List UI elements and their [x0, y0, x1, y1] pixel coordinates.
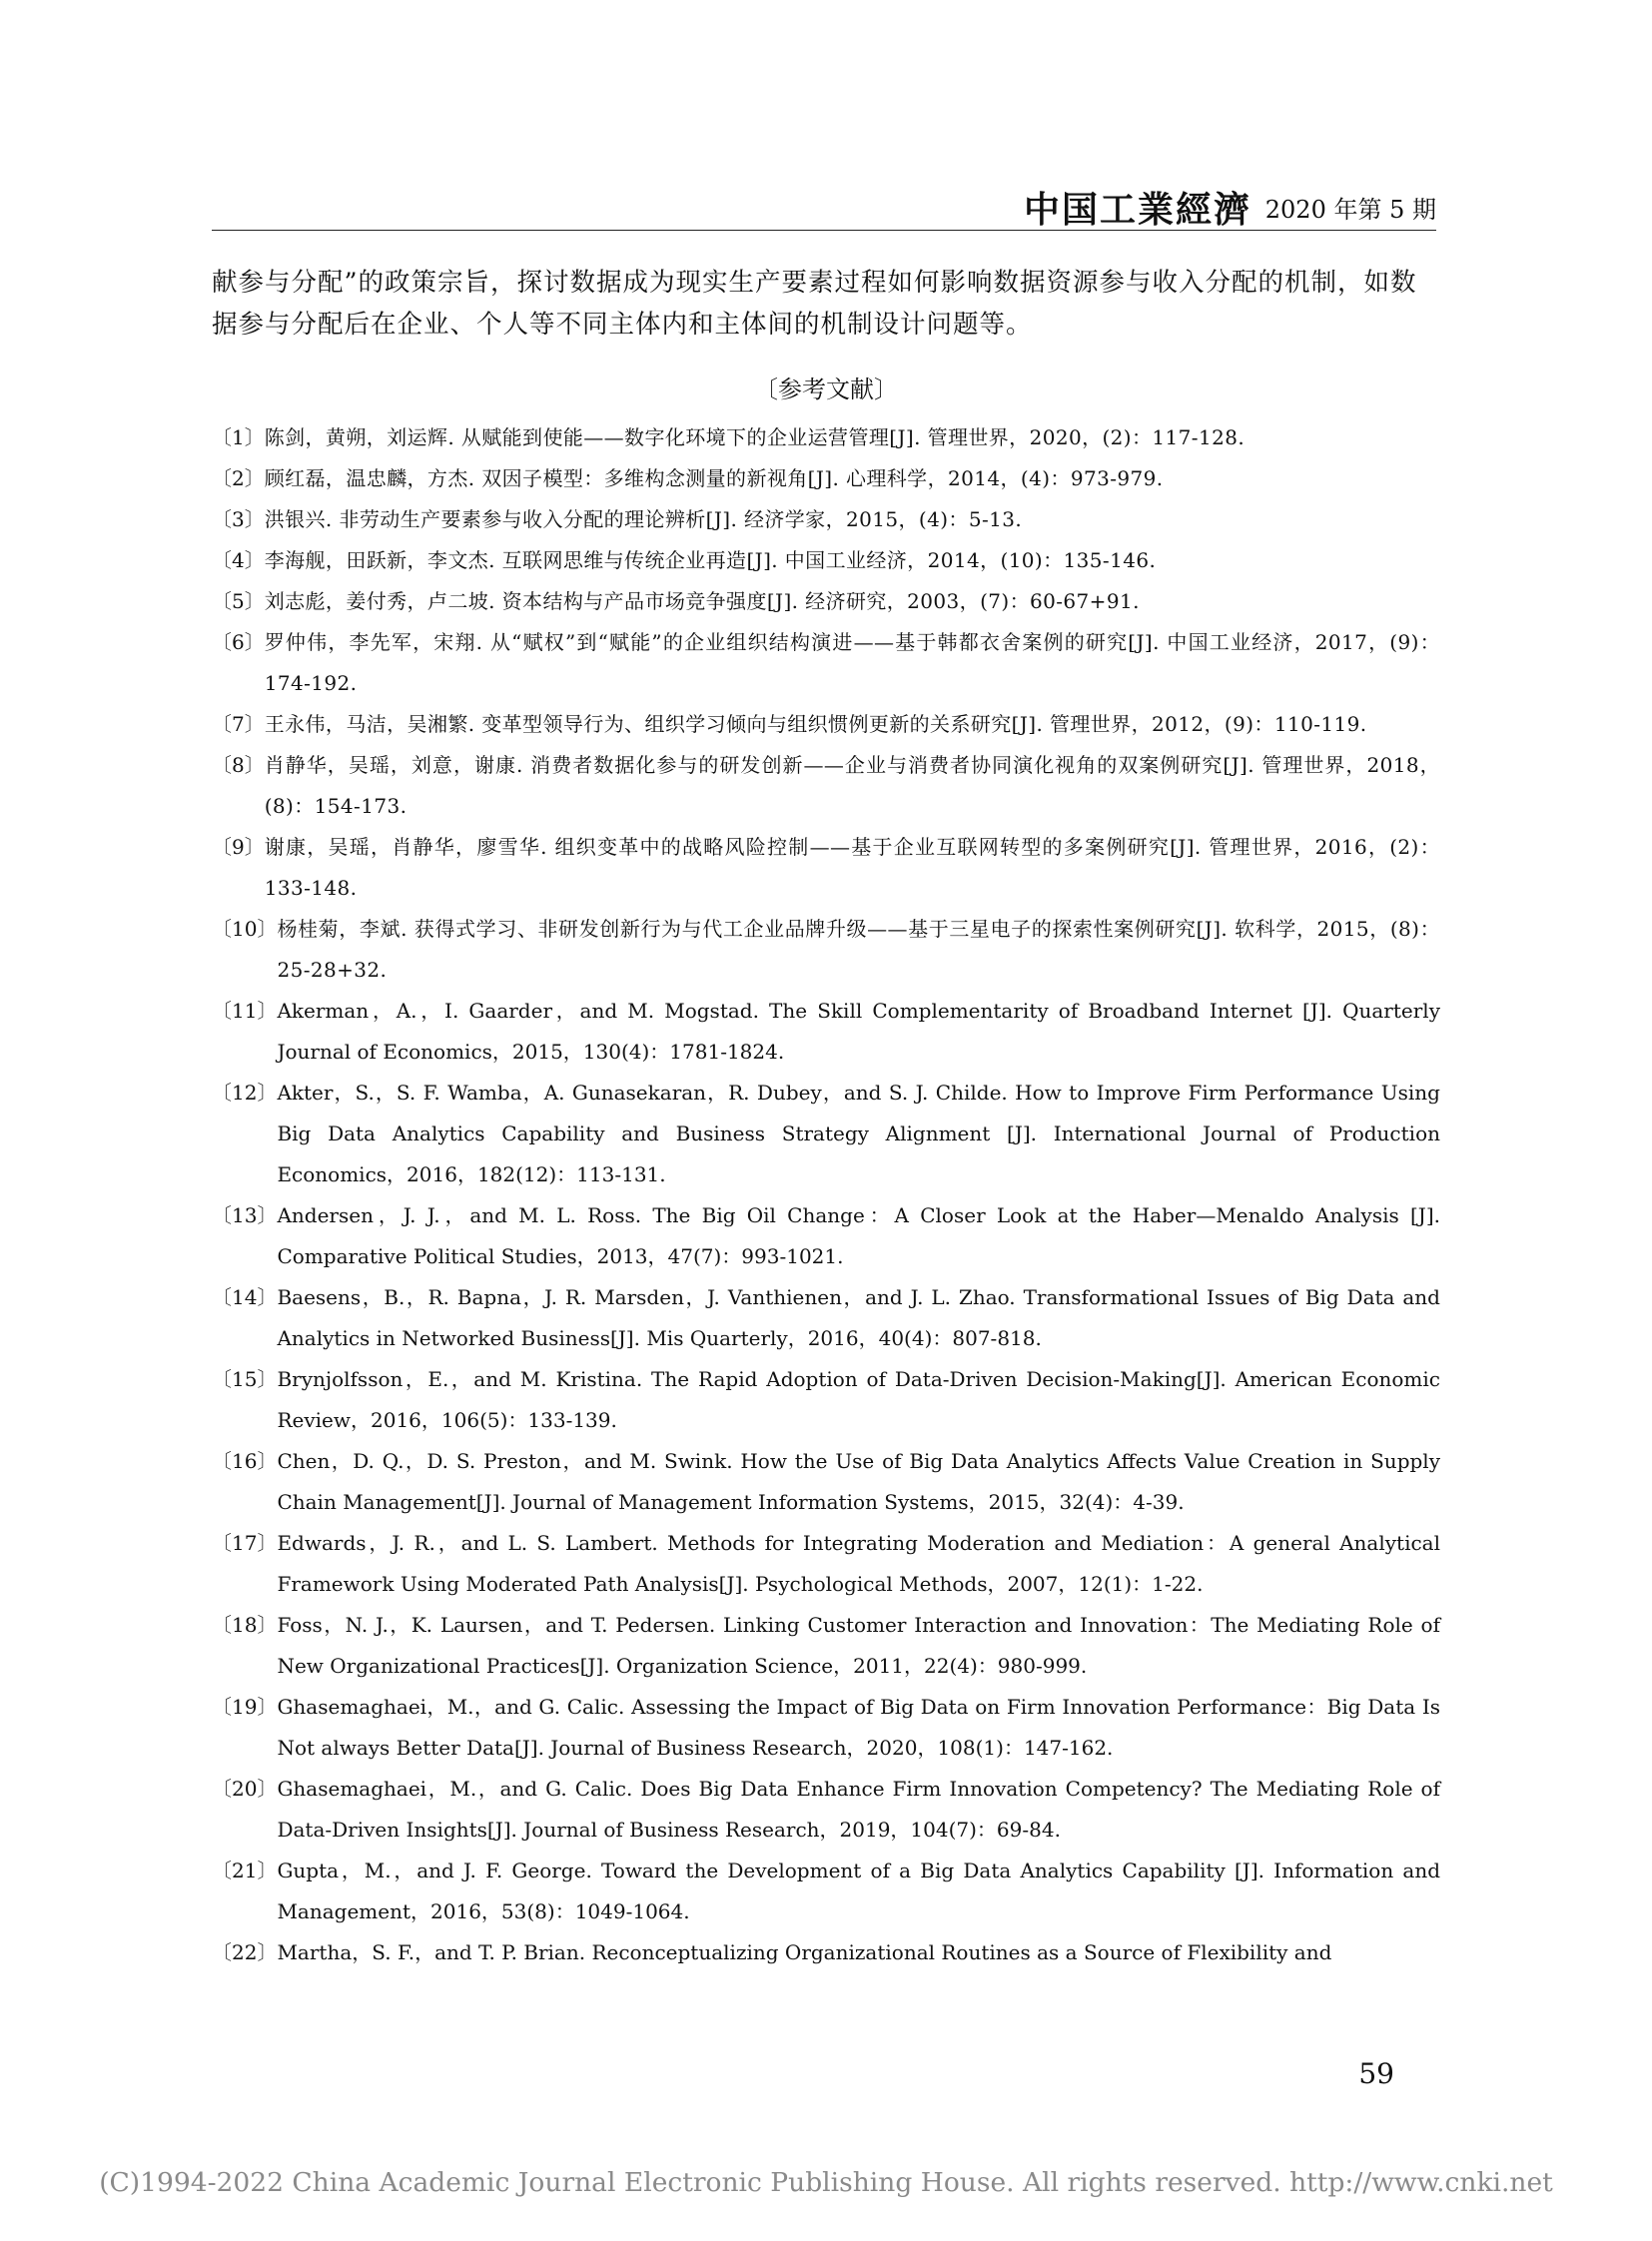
reference-item — [212, 581, 1440, 622]
reference-text: Ghasemaghaei，M.，and G. Calic. Does Big Data Enhance Firm Innovation Competency? The Mediating Role of Data-Driven Insights[J]. Journal of Business Research，2019，104(7)：69-84. — [277, 1777, 1440, 1842]
reference-text: 洪银兴. 非劳动生产要素参与收入分配的理论辨析[J]. 经济学家，2015，(4)：5-13. — [264, 507, 1023, 531]
reference-item — [212, 1359, 1440, 1441]
reference-number: 〔1〕 — [212, 425, 265, 449]
copyright-footer: (C)1994-2022 China Academic Journal Electronic Publishing House. All rights reserved. http://www.cnki.net — [99, 2167, 1553, 2198]
reference-text: Ghasemaghaei，M.，and G. Calic. Assessing the Impact of Big Data on Firm Innovation Performance：Big Data Is Not always Better Data[J]. Journal of Business Research，2020，108(1)：147-162. — [277, 1695, 1440, 1760]
page-number: 59 — [1358, 2057, 1394, 2090]
running-header — [212, 180, 1436, 231]
reference-number: 〔19〕 — [212, 1695, 278, 1719]
reference-number: 〔12〕 — [212, 1081, 278, 1105]
reference-text: 谢康，吴瑶，肖静华，廖雪华. 组织变革中的战略风险控制——基于企业互联网转型的多案例研究[J]. 管理世界，2016，(2)：133-148. — [264, 835, 1440, 900]
reference-number: 〔16〕 — [212, 1449, 278, 1473]
reference-number: 〔3〕 — [212, 507, 265, 531]
reference-item — [212, 991, 1440, 1073]
reference-number: 〔6〕 — [212, 630, 265, 654]
reference-text: Martha，S. F.，and T. P. Brian. Reconceptualizing Organizational Routines as a Source of Flexibility and — [277, 1940, 1332, 1964]
reference-item — [212, 499, 1440, 540]
reference-number: 〔13〕 — [212, 1203, 278, 1227]
reference-item — [212, 540, 1440, 581]
reference-item — [212, 1605, 1440, 1687]
reference-text: Baesens，B.，R. Bapna，J. R. Marsden，J. Vanthienen，and J. L. Zhao. Transformational Issues of Big Data and Analytics in Networked Business[J]. Mis Quarterly，2016，40(4)：807-818. — [277, 1285, 1440, 1350]
reference-number: 〔7〕 — [212, 712, 265, 736]
reference-number: 〔10〕 — [212, 917, 278, 941]
reference-number: 〔18〕 — [212, 1613, 278, 1637]
reference-text: 杨桂菊，李斌. 获得式学习、非研发创新行为与代工企业品牌升级——基于三星电子的探索性案例研究[J]. 软科学，2015，(8)：25-28+32. — [277, 917, 1440, 982]
reference-text: Foss，N. J.，K. Laursen，and T. Pedersen. Linking Customer Interaction and Innovation：The Mediating Role of New Organizational Practices[J]. Organization Science，2011，22(4)：980-999. — [277, 1613, 1440, 1678]
reference-text: 王永伟，马洁，吴湘繁. 变革型领导行为、组织学习倾向与组织惯例更新的关系研究[J]. 管理世界，2012，(9)：110-119. — [264, 712, 1367, 736]
issue-label: 2020 年第 5 期 — [1264, 196, 1436, 224]
reference-text: Andersen，J. J.，and M. L. Ross. The Big Oil Change：A Closer Look at the Haber—Menaldo Analysis [J]. Comparative Political Studies，2013，47(7)：993-1021. — [277, 1203, 1440, 1268]
reference-item — [212, 1195, 1440, 1277]
paragraph-text: 献参与分配”的政策宗旨，探讨数据成为现实生产要素过程如何影响数据资源参与收入分配的机制，如数据参与分配后在企业、个人等不同主体内和主体间的机制设计问题等。 — [212, 268, 1417, 340]
reference-text: 陈剑，黄朔，刘运辉. 从赋能到使能——数字化环境下的企业运营管理[J]. 管理世界，2020，(2)：117-128. — [264, 425, 1245, 449]
reference-text: 肖静华，吴瑶，刘意，谢康. 消费者数据化参与的研发创新——企业与消费者协同演化视角的双案例研究[J]. 管理世界，2018，(8)：154-173. — [264, 753, 1440, 818]
body-paragraph — [212, 262, 1440, 346]
reference-number: 〔21〕 — [212, 1859, 278, 1882]
reference-text: Chen，D. Q.，D. S. Preston，and M. Swink. How the Use of Big Data Analytics Affects Value Creation in Supply Chain Management[J]. Journal of Management Information Systems，2015，32(4)：4-39. — [277, 1449, 1440, 1514]
reference-text: Gupta，M.，and J. F. George. Toward the Development of a Big Data Analytics Capability [J]. Information and Management，2016，53(8)：1049-1064. — [277, 1859, 1440, 1923]
reference-text: 顾红磊，温忠麟，方杰. 双因子模型：多维构念测量的新视角[J]. 心理科学，2014，(4)：973-979. — [264, 466, 1164, 490]
reference-text: 李海舰，田跃新，李文杰. 互联网思维与传统企业再造[J]. 中国工业经济，2014，(10)：135-146. — [264, 548, 1157, 572]
reference-item — [212, 1851, 1440, 1932]
reference-item — [212, 622, 1440, 704]
reference-text: Akter，S.，S. F. Wamba，A. Gunasekaran，R. Dubey，and S. J. Childe. How to Improve Firm Performance Using Big Data Analytics Capability and Business Strategy Alignment [J]. International Journal of Production Economics，2016，182(12)：113-131. — [277, 1081, 1440, 1186]
reference-item — [212, 1523, 1440, 1605]
reference-item — [212, 1073, 1440, 1195]
reference-text: 罗仲伟，李先军，宋翔. 从“赋权”到“赋能”的企业组织结构演进——基于韩都衣舍案例的研究[J]. 中国工业经济，2017，(9)：174-192. — [264, 630, 1440, 695]
reference-item — [212, 745, 1440, 827]
reference-item — [212, 1277, 1440, 1359]
reference-text: Akerman，A.，I. Gaarder，and M. Mogstad. The Skill Complementarity of Broadband Internet [J]. Quarterly Journal of Economics，2015，130(4)：1781-1824. — [277, 999, 1440, 1064]
reference-number: 〔22〕 — [212, 1940, 278, 1964]
reference-number: 〔20〕 — [212, 1777, 278, 1801]
reference-number: 〔4〕 — [212, 548, 265, 572]
reference-number: 〔11〕 — [212, 999, 278, 1023]
reference-number: 〔9〕 — [212, 835, 265, 859]
reference-item — [212, 458, 1440, 499]
reference-number: 〔5〕 — [212, 589, 265, 613]
reference-item — [212, 827, 1440, 909]
reference-item — [212, 1932, 1440, 1973]
reference-item — [212, 1769, 1440, 1851]
reference-number: 〔17〕 — [212, 1531, 278, 1555]
journal-name: 中国工業經濟 — [1023, 190, 1251, 231]
reference-text: Edwards，J. R.，and L. S. Lambert. Methods for Integrating Moderation and Mediation：A general Analytical Framework Using Moderated Path Analysis[J]. Psychological Methods，2007，12(1)：1-22. — [277, 1531, 1440, 1596]
reference-text: Brynjolfsson，E.，and M. Kristina. The Rapid Adoption of Data-Driven Decision-Making[J]. American Economic Review，2016，106(5)：133-139. — [277, 1367, 1440, 1432]
reference-item — [212, 909, 1440, 991]
reference-item — [212, 417, 1440, 458]
reference-item — [212, 1441, 1440, 1523]
reference-number: 〔8〕 — [212, 753, 265, 777]
reference-list — [212, 417, 1440, 1973]
reference-item — [212, 704, 1440, 745]
reference-number: 〔14〕 — [212, 1285, 278, 1309]
reference-item — [212, 1687, 1440, 1769]
reference-number: 〔2〕 — [212, 466, 265, 490]
reference-number: 〔15〕 — [212, 1367, 278, 1391]
references-heading: 〔参考文献〕 — [754, 375, 898, 403]
reference-text: 刘志彪，姜付秀，卢二坡. 资本结构与产品市场竞争强度[J]. 经济研究，2003，(7)：60-67+91. — [264, 589, 1140, 613]
